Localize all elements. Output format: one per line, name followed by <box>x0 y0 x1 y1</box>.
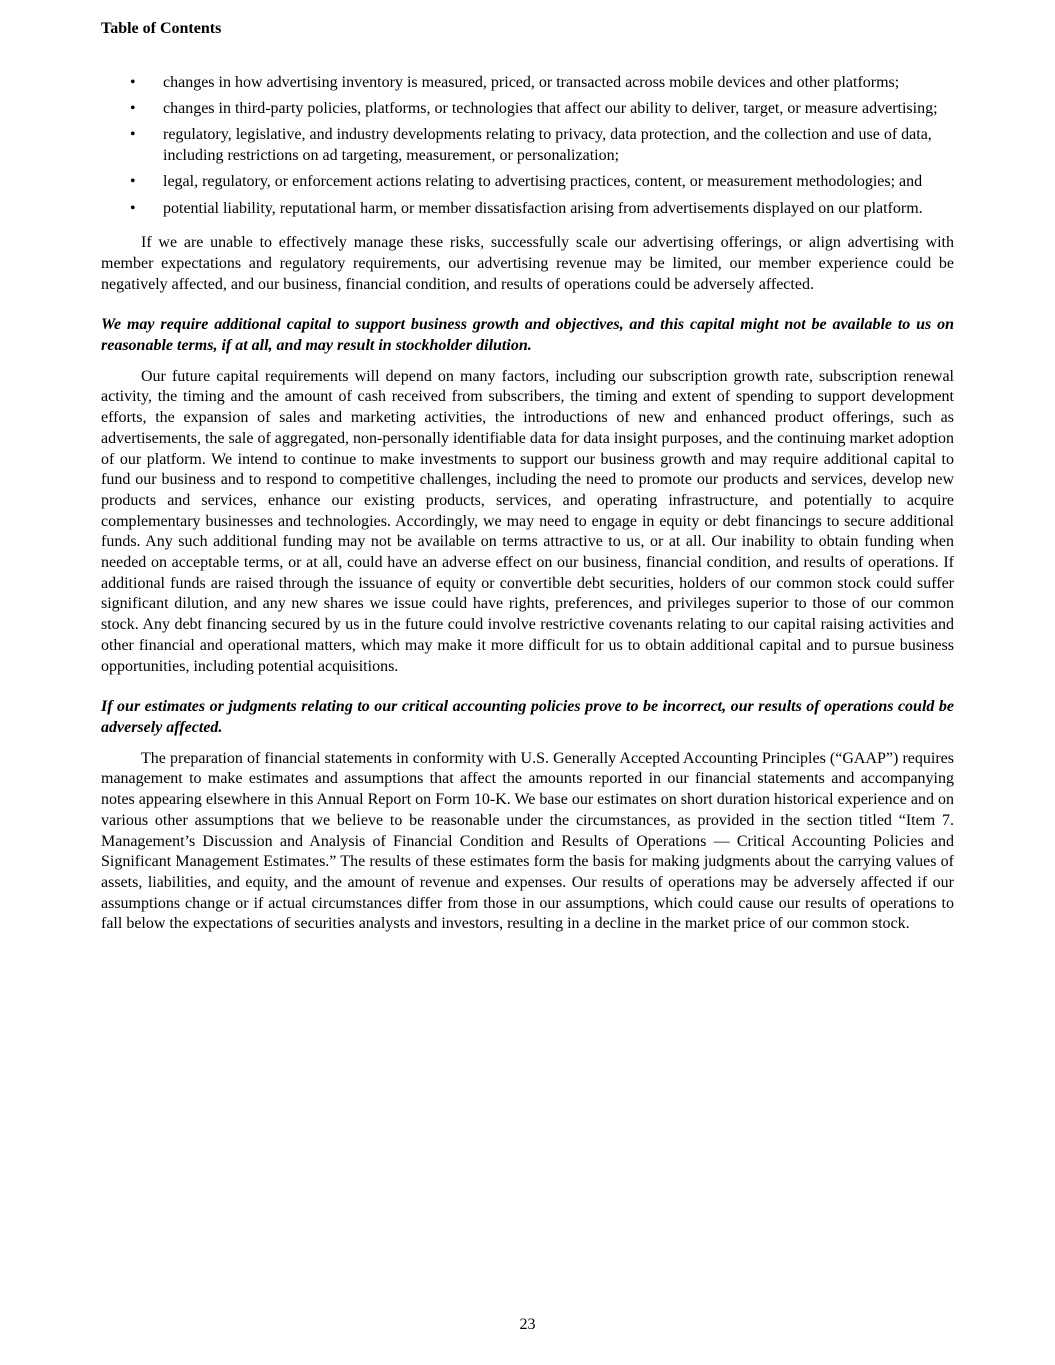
table-of-contents-link[interactable]: Table of Contents <box>101 20 222 37</box>
accounting-risk-heading: If our estimates or judgments relating to our critical accounting policies prove to be incorrect, our results of operations could be adversely affected. <box>101 698 954 736</box>
bullet-icon: • <box>130 126 136 144</box>
page-number: 23 <box>519 1316 536 1333</box>
list-item <box>101 99 954 120</box>
bullet-icon: • <box>130 199 136 217</box>
accounting-risk-paragraph: The preparation of financial statements in conformity with U.S. Generally Accepted Accounting Principles (“GAAP”) requires management to make estimates and assumptions that affect the amounts reported in our financial statements and accompanying notes appearing elsewhere in this Annual Report on Form 10-K. We base our estimates on short duration historical experience and on various other assumptions that we believe to be reasonable under the circumstances, as provided in the section titled “Item 7. Management’s Discussion and Analysis of Financial Condition and Results of Operations — Critical Accounting Policies and Significant Management Estimates.” The results of these estimates form the basis for making judgments about the carrying values of assets, liabilities, and equity, and the amount of revenue and expenses. Our results of operations may be adversely affected if our assumptions change or if actual circumstances differ from those in our assumptions, which could cause our results of operations to fall below the expectations of securities analysts and investors, resulting in a decline in the market price of our common stock. <box>101 749 954 933</box>
list-item <box>101 172 954 193</box>
list-item-text: regulatory, legislative, and industry developments relating to privacy, data protection, and the collection and use of data, including restrictions on ad targeting, measurement, or personalization; <box>163 126 932 165</box>
capital-risk-paragraph: Our future capital requirements will depend on many factors, including our subscription growth rate, subscription renewal activity, the timing and the amount of cash received from subscribers, the timing and extent of spending to support development efforts, the expansion of sales and marketing activities, the introductions of new and enhanced product offerings, such as advertisements, the sale of aggregated, non-personally identifiable data for data insight purposes, and the continuing market adoption of our platform. We intend to continue to make investments to support our business growth and may require additional capital to fund our business and to respond to competitive challenges, including the need to promote our products and services, develop new products and services, enhance our existing products, services, and operating infrastructure, and potentially to acquire complementary businesses and technologies. Accordingly, we may need to engage in equity or debt financings to secure additional funds. Any such additional funding may not be available on terms attractive to us, or at all. Our inability to obtain funding when needed on acceptable terms, or at all, could have an adverse effect on our business, financial condition, and results of operations. If additional funds are raised through the issuance of equity or convertible debt securities, holders of our common stock could suffer significant dilution, and any new shares we issue could have rights, preferences, and privileges superior to those of our common stock. Any debt financing secured by us in the future could involve restrictive covenants relating to our capital raising activities and other financial and operational matters, which may make it more difficult for us to obtain additional capital and to pursue business opportunities, including potential acquisitions. <box>101 367 954 675</box>
bullet-icon: • <box>130 100 136 118</box>
list-item-text: legal, regulatory, or enforcement actions relating to advertising practices, content, or measurement methodologies; and <box>163 173 923 191</box>
list-item <box>101 73 954 94</box>
bullet-icon: • <box>130 173 136 191</box>
bullet-icon: • <box>130 74 136 91</box>
advertising-risk-paragraph: If we are unable to effectively manage these risks, successfully scale our advertising offerings, or align advertising with member expectations and regulatory requirements, our advertising revenue may be limited, our member experience could be negatively affected, and our business, financial condition, and results of operations could be adversely affected. <box>101 234 954 293</box>
capital-risk-heading: We may require additional capital to support business growth and objectives, and this capital might not be available to us on reasonable terms, if at all, and may result in stockholder dilution. <box>101 316 954 355</box>
list-item-text: changes in third-party policies, platforms, or technologies that affect our ability to deliver, target, or measure advertising; <box>163 100 938 118</box>
list-item <box>101 125 954 166</box>
list-item <box>101 199 954 220</box>
list-item-text: changes in how advertising inventory is measured, priced, or transacted across mobile devices and other platforms; <box>163 74 900 91</box>
list-item-text: potential liability, reputational harm, or member dissatisfaction arising from advertisements displayed on our platform. <box>163 199 923 217</box>
risk-bullet-list <box>101 73 954 219</box>
page-content <box>101 73 954 935</box>
